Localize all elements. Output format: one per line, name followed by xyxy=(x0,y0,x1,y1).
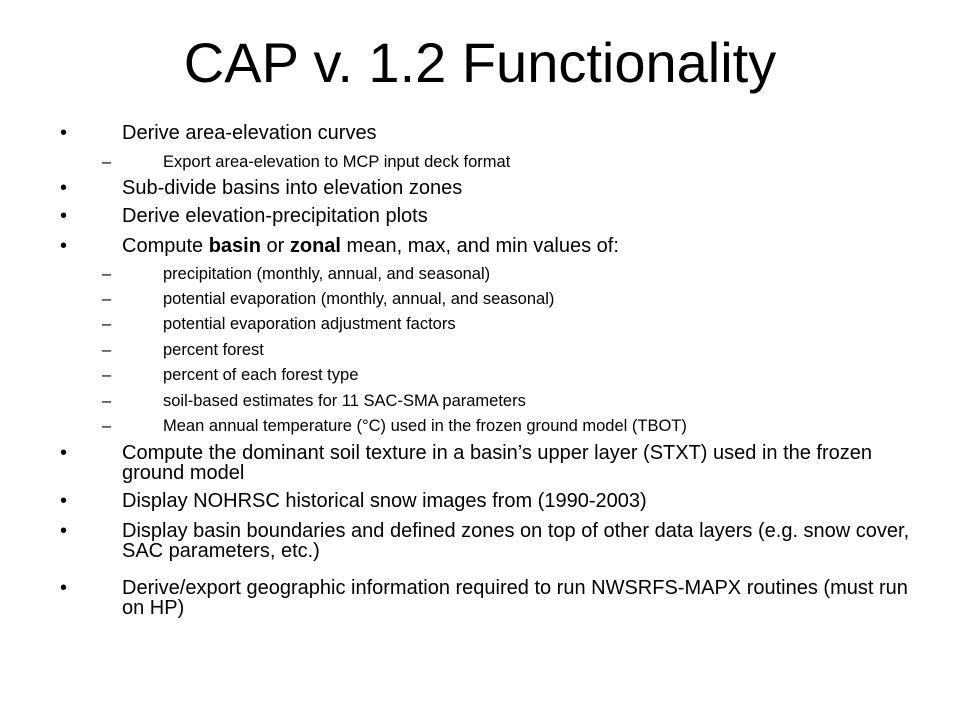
bullet-marker: • xyxy=(60,577,68,599)
bullet-text: Compute the dominant soil texture in a basin’s upper layer (STXT) used in the frozen ground model xyxy=(122,442,873,484)
sub-bullet-text: precipitation (monthly, annual, and seasonal) xyxy=(163,265,491,283)
bullet-text: Sub-divide basins into elevation zones xyxy=(122,177,463,199)
sub-bullet-marker: – xyxy=(102,315,112,333)
sub-bullet-text: potential evaporation (monthly, annual, and seasonal) xyxy=(163,290,555,308)
bullet-marker: • xyxy=(60,205,68,227)
sub-bullet-text: Export area-elevation to MCP input deck format xyxy=(163,153,511,171)
bullet-marker: • xyxy=(60,442,68,464)
bullet-text: Derive elevation-precipitation plots xyxy=(122,205,428,227)
emphasis-zonal: zonal xyxy=(289,235,341,257)
bullet-marker: • xyxy=(60,177,68,199)
sub-bullet-text: soil-based estimates for 11 SAC-SMA parameters xyxy=(163,392,526,410)
sub-bullet-marker: – xyxy=(102,153,112,171)
sub-bullet-text: potential evaporation adjustment factors xyxy=(163,315,456,333)
bullet-text: Display NOHRSC historical snow images from (1990-2003) xyxy=(122,490,647,512)
sub-bullet-marker: – xyxy=(102,392,112,410)
sub-bullet-marker: – xyxy=(102,265,112,283)
bullet-marker: • xyxy=(60,520,68,542)
sub-bullet-text: percent of each forest type xyxy=(163,366,359,384)
sub-bullet-marker: – xyxy=(102,290,112,308)
bullet-text: Derive/export geographic information required to run NWSRFS-MAPX routines (must run on HP) xyxy=(122,577,908,619)
sub-bullet-marker: – xyxy=(102,366,112,384)
bullet-text: Display basin boundaries and defined zones on top of other data layers (e.g. snow cover, SAC parameters, etc.) xyxy=(122,520,910,562)
bullet-text: Derive area-elevation curves xyxy=(122,122,377,144)
text-segment: mean, max, and min values of: xyxy=(341,235,619,257)
bullet-marker: • xyxy=(60,490,68,512)
bullet-marker: • xyxy=(60,122,68,144)
text-segment: or xyxy=(260,235,290,257)
sub-bullet-text: percent forest xyxy=(163,341,264,359)
slide-title: CAP v. 1.2 Functionality xyxy=(183,31,777,94)
sub-bullet-marker: – xyxy=(102,417,112,435)
emphasis-basin: basin xyxy=(208,235,261,257)
sub-bullet-text: Mean annual temperature (°C) used in the frozen ground model (TBOT) xyxy=(163,417,687,435)
bullet-marker: • xyxy=(60,235,68,257)
text-segment: Compute xyxy=(122,235,209,257)
sub-bullet-marker: – xyxy=(102,341,112,359)
bullet-text xyxy=(122,236,922,256)
